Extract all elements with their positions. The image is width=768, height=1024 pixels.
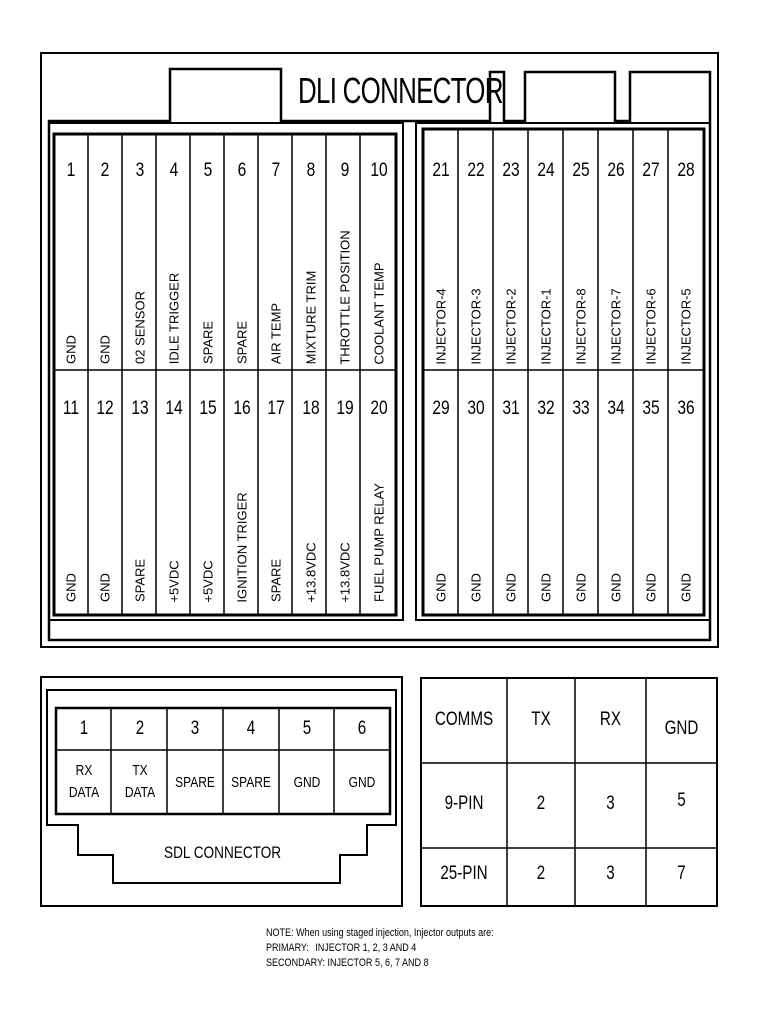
pin-label: FUEL PUMP RELAY xyxy=(371,483,387,602)
pin-number: 3 xyxy=(135,160,144,181)
sdl-pin-label: GND xyxy=(293,774,320,791)
dli-connector-title: DLI CONNECTOR xyxy=(298,70,503,111)
pin-label: THROTTLE POSITION xyxy=(337,229,353,365)
pin-number: 33 xyxy=(572,398,590,419)
sdl-pin-number: 6 xyxy=(358,718,367,739)
pin-label: GND xyxy=(538,573,554,602)
sdl-pin-label: GND xyxy=(349,774,376,791)
comms-header-cell: TX xyxy=(531,709,551,730)
pin-number: 19 xyxy=(336,398,354,419)
pin-label: INJECTOR-1 xyxy=(538,287,554,365)
pin-number: 27 xyxy=(642,160,660,181)
note-secondary-label: SECONDARY: xyxy=(266,957,325,969)
pin-label: 02 SENSOR xyxy=(132,291,147,364)
pin-number: 28 xyxy=(677,160,695,181)
pin-number: 23 xyxy=(502,160,520,181)
pin-number: 32 xyxy=(537,398,555,419)
pin-label: SPARE xyxy=(268,558,284,603)
pin-number: 20 xyxy=(370,398,388,419)
pin-label: IGNITION TRIGER xyxy=(234,491,250,603)
sdl-pin-label: SPARE xyxy=(175,774,216,791)
pin-number: 34 xyxy=(607,398,625,419)
pin-label: AIR TEMP xyxy=(268,302,284,365)
note-secondary-value: INJECTOR 5, 6, 7 AND 8 xyxy=(327,957,429,969)
pin-number: 31 xyxy=(502,398,520,419)
sdl-pin-label: SPARE xyxy=(231,774,271,791)
pin-label: SPARE xyxy=(132,558,147,603)
pin-label: GND xyxy=(63,573,79,602)
pin-label: INJECTOR-2 xyxy=(503,287,519,365)
sdl-pin-number: 3 xyxy=(191,718,200,739)
pin-number: 25 xyxy=(572,160,590,181)
pin-label: GND xyxy=(503,573,519,602)
note-secondary-line xyxy=(266,956,494,971)
pin-label: GND xyxy=(63,335,79,364)
comms-cell: 25-PIN xyxy=(440,863,488,884)
note-primary-label: PRIMARY: xyxy=(266,942,309,954)
pin-label: IDLE TRIGGER xyxy=(166,272,182,364)
pin-number: 1 xyxy=(66,160,76,181)
sdl-pin-label: DATA xyxy=(124,784,155,801)
pin-label: GND xyxy=(97,335,113,364)
comms-cell: 7 xyxy=(677,863,686,884)
pin-label: GND xyxy=(608,573,624,602)
staged-injection-note xyxy=(266,926,494,971)
pin-number: 12 xyxy=(96,398,114,419)
note-line-1: NOTE: When using staged injection, Injector outputs are: xyxy=(266,927,494,939)
pin-number: 24 xyxy=(537,160,555,181)
pin-number: 15 xyxy=(199,398,217,419)
comms-header-cell: COMMS xyxy=(434,709,494,730)
comms-cell: 3 xyxy=(606,863,615,884)
pin-label: GND xyxy=(678,573,694,602)
pin-label: INJECTOR-5 xyxy=(678,287,694,365)
pin-label: GND xyxy=(573,573,589,602)
pin-label: GND xyxy=(97,573,113,602)
pin-label: +13.8VDC xyxy=(337,541,353,603)
pin-number: 4 xyxy=(169,160,179,181)
pin-label: GND xyxy=(643,573,659,602)
sdl-pin-label: TX xyxy=(131,762,148,779)
pin-label: SPARE xyxy=(200,320,216,365)
pin-number: 29 xyxy=(431,398,450,419)
pin-label: GND xyxy=(468,573,484,602)
pin-number: 5 xyxy=(203,160,213,181)
pin-number: 16 xyxy=(233,398,251,419)
pin-label: SPARE xyxy=(234,320,250,365)
pin-label: MIXTURE TRIM xyxy=(303,270,318,364)
sdl-pin-number: 2 xyxy=(135,718,144,739)
pin-number: 22 xyxy=(466,160,485,181)
pin-label: INJECTOR-8 xyxy=(573,287,589,365)
pin-number: 9 xyxy=(340,160,350,181)
pin-number: 7 xyxy=(271,160,281,181)
sdl-pin-number: 5 xyxy=(302,718,311,739)
note-primary-line xyxy=(266,941,494,956)
pin-label: INJECTOR-7 xyxy=(608,287,624,365)
sdl-pin-number: 1 xyxy=(79,718,89,739)
pin-number: 21 xyxy=(431,160,450,181)
comms-cell: 2 xyxy=(536,793,546,814)
comms-cell: 2 xyxy=(536,863,546,884)
pin-number: 2 xyxy=(100,160,110,181)
dli-right-column-lines xyxy=(423,129,704,615)
pin-number: 11 xyxy=(62,398,80,419)
comms-header-cell: RX xyxy=(599,709,622,730)
pin-number: 10 xyxy=(370,160,388,181)
pin-label: GND xyxy=(433,573,449,602)
pin-label: INJECTOR-3 xyxy=(468,287,484,365)
sdl-connector-title: SDL CONNECTOR xyxy=(164,843,282,862)
pin-label: INJECTOR-6 xyxy=(643,287,659,365)
pin-label: INJECTOR-4 xyxy=(433,287,449,365)
pin-label: +13.8VDC xyxy=(303,541,318,603)
pin-number: 13 xyxy=(130,398,149,419)
pin-number: 8 xyxy=(306,160,315,181)
pin-number: 35 xyxy=(642,398,660,419)
pin-number: 30 xyxy=(466,398,485,419)
pin-number: 36 xyxy=(677,398,695,419)
pin-label: +5VDC xyxy=(200,559,216,603)
comms-cell: 5 xyxy=(677,790,686,811)
comms-cell: 9-PIN xyxy=(444,793,484,814)
pin-number: 6 xyxy=(237,160,247,181)
comms-cell: 3 xyxy=(606,793,615,814)
pin-number: 26 xyxy=(607,160,625,181)
sdl-pin-number: 4 xyxy=(246,718,256,739)
sdl-pin-label: DATA xyxy=(68,784,99,801)
note-primary-value: INJECTOR 1, 2, 3 AND 4 xyxy=(315,942,417,954)
pin-number: 17 xyxy=(267,398,285,419)
sdl-pin-label: RX xyxy=(75,762,93,779)
pin-label: +5VDC xyxy=(166,559,182,603)
pin-number: 14 xyxy=(165,398,183,419)
pin-number: 18 xyxy=(301,398,320,419)
comms-header-cell: GND xyxy=(664,718,699,739)
pin-label: COOLANT TEMP xyxy=(371,261,387,365)
